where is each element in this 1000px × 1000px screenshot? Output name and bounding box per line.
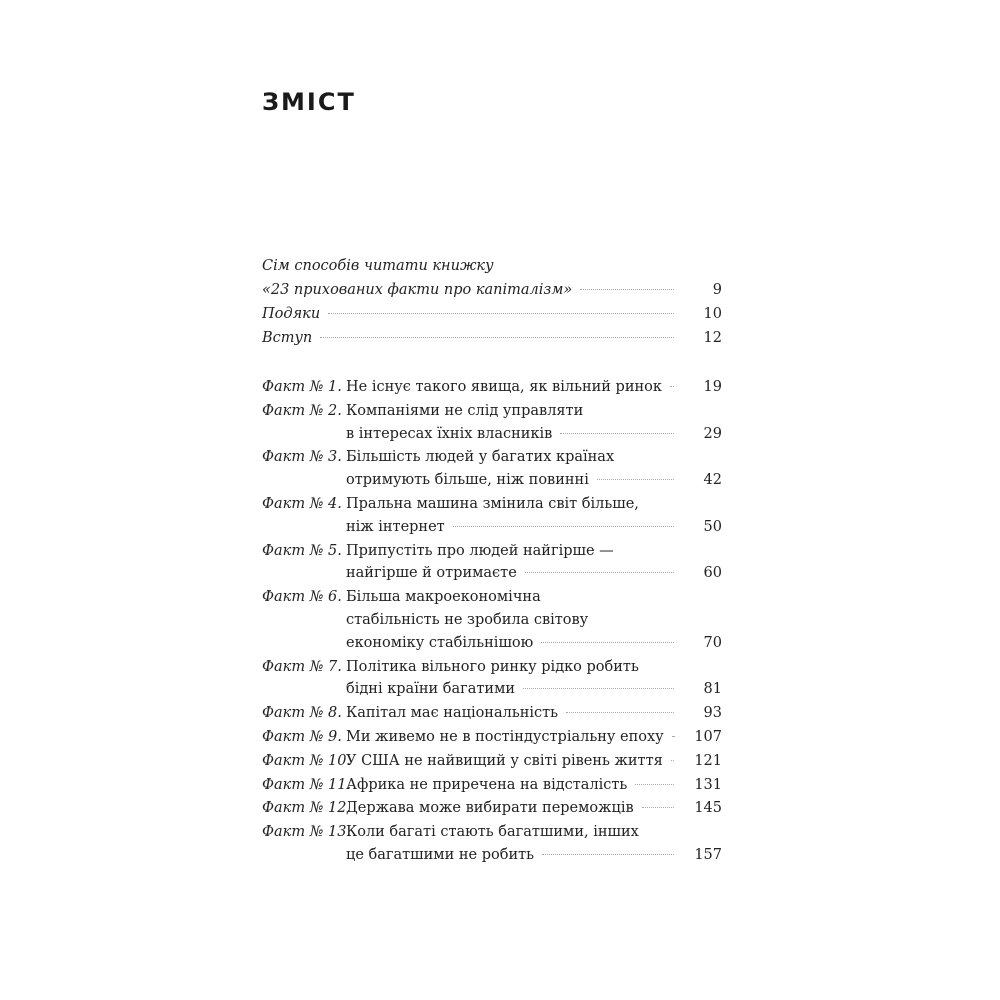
toc-entry-title: Вступ	[262, 330, 313, 346]
dot-leader	[328, 313, 674, 314]
dot-leader	[320, 337, 674, 338]
toc-fact-entry[interactable]	[262, 493, 722, 539]
fact-title-line	[346, 774, 722, 797]
toc-fact-entry[interactable]	[262, 774, 722, 797]
toc-fact-entry[interactable]	[262, 540, 722, 586]
fact-title: Коли багаті стають багатшими, інших	[346, 824, 639, 841]
fact-title: Більша макроекономічна	[346, 589, 541, 606]
page-number: 10	[703, 306, 722, 322]
toc-fact-entry[interactable]	[262, 400, 722, 446]
fact-title: Ми живемо не в постіндустріальну епоху	[346, 728, 664, 745]
page-title: ЗМІСТ	[262, 88, 356, 116]
toc-fact-entry[interactable]	[262, 586, 722, 654]
fact-title-line	[346, 702, 722, 725]
fact-title: Пральна машина змінила світ більше,	[346, 495, 639, 512]
fact-title-line	[346, 540, 722, 563]
fact-title-line	[346, 844, 722, 867]
fact-title: Припустіть про людей найгірше —	[346, 542, 614, 559]
fact-title-line	[346, 726, 722, 749]
fact-title-line	[346, 446, 722, 469]
dot-leader	[671, 760, 674, 761]
fact-title: в інтересах їхніх власників	[346, 425, 553, 442]
dot-leader	[672, 736, 674, 737]
toc-fact-entry[interactable]	[262, 797, 722, 820]
fact-number-label: Факт № 3.	[262, 449, 342, 466]
fact-body	[346, 400, 722, 446]
fact-title: отримують більше, ніж повинні	[346, 472, 589, 489]
toc-fact-entry[interactable]	[262, 821, 722, 867]
fact-number-label: Факт № 2.	[262, 402, 342, 419]
fact-body	[346, 726, 722, 749]
fact-title-line	[346, 493, 722, 516]
fact-number-label: Факт № 8.	[262, 705, 342, 722]
fact-title: бідні країни багатими	[346, 681, 516, 698]
fact-title: Компаніями не слід управляти	[346, 402, 584, 419]
toc-entry-line	[262, 278, 722, 302]
fact-title-line	[346, 423, 722, 446]
page-number: 121	[694, 752, 722, 769]
dot-leader	[542, 854, 674, 855]
fact-body	[346, 797, 722, 820]
dot-leader	[635, 784, 674, 785]
fact-body	[346, 702, 722, 725]
dot-leader	[541, 642, 674, 643]
fact-body	[346, 774, 722, 797]
fact-title: стабільність не зробила світову	[346, 611, 589, 628]
fact-title-line	[346, 609, 722, 632]
dot-leader	[560, 433, 674, 434]
section-gap	[262, 350, 722, 376]
fact-title-line	[346, 656, 722, 679]
fact-number-label: Факт № 10.	[262, 752, 352, 769]
fact-title: У США не найвищий у світі рівень життя	[346, 752, 663, 769]
fact-title: Капітал має національність	[346, 705, 559, 722]
page-number: 42	[703, 472, 722, 489]
fact-title: Більшість людей у багатих країнах	[346, 449, 615, 466]
table-of-contents	[262, 254, 722, 868]
toc-entry-line	[262, 302, 722, 326]
fact-body	[346, 446, 722, 492]
toc-fact-entry[interactable]	[262, 376, 722, 399]
page-number: 19	[703, 379, 722, 395]
page-number: 12	[703, 330, 722, 346]
fact-number-label: Факт № 4.	[262, 495, 342, 512]
fact-title-line	[346, 376, 722, 399]
facts-list	[262, 376, 722, 867]
dot-leader	[580, 289, 674, 290]
page-number: 29	[703, 425, 722, 442]
fact-title: це багатшими не робить	[346, 846, 535, 863]
toc-entry-line	[262, 326, 722, 350]
toc-entry-title: «23 прихованих факти про капіталізм»	[262, 282, 573, 298]
fact-number-label: Факт № 1.	[262, 379, 342, 395]
fact-title-line	[346, 750, 722, 773]
fact-number-label: Факт № 9.	[262, 728, 342, 745]
fact-title-line	[346, 516, 722, 539]
page-number: 107	[694, 728, 722, 745]
dot-leader	[523, 688, 674, 689]
toc-entry[interactable]	[262, 254, 722, 302]
fact-title-line	[346, 562, 722, 585]
dot-leader	[670, 386, 674, 387]
toc-fact-entry[interactable]	[262, 750, 722, 773]
fact-title: Держава може вибирати переможців	[346, 800, 634, 817]
fact-body	[346, 586, 722, 654]
fact-title: Африка не приречена на відсталість	[346, 776, 628, 793]
toc-fact-entry[interactable]	[262, 656, 722, 702]
fact-title: Політика вільного ринку рідко робить	[346, 658, 639, 675]
fact-number-label: Факт № 13.	[262, 824, 352, 841]
toc-entry[interactable]	[262, 326, 722, 350]
page-number: 131	[694, 776, 722, 793]
toc-entry-title: Подяки	[262, 306, 321, 322]
fact-title-line	[346, 586, 722, 609]
page-number: 81	[703, 681, 722, 698]
fact-body	[346, 376, 722, 399]
toc-fact-entry[interactable]	[262, 726, 722, 749]
fact-number-label: Факт № 6.	[262, 589, 342, 606]
fact-number-label: Факт № 5.	[262, 542, 342, 559]
dot-leader	[453, 526, 674, 527]
page-number: 9	[712, 282, 722, 298]
page-number: 60	[703, 565, 722, 582]
page-number: 50	[703, 518, 722, 535]
toc-fact-entry[interactable]	[262, 446, 722, 492]
dot-leader	[525, 572, 674, 573]
toc-fact-entry[interactable]	[262, 702, 722, 725]
fact-number-label: Факт № 7.	[262, 658, 342, 675]
fact-body	[346, 493, 722, 539]
fact-body	[346, 540, 722, 586]
fact-title: Не існує такого явища, як вільний ринок	[346, 379, 662, 395]
fact-title: економіку стабільнішою	[346, 634, 534, 651]
fact-body	[346, 821, 722, 867]
dot-leader	[642, 807, 674, 808]
page-number: 93	[703, 705, 722, 722]
fact-title-line	[346, 632, 722, 655]
fact-title-line	[346, 469, 722, 492]
page-number: 157	[694, 846, 722, 863]
fact-title-line	[346, 400, 722, 423]
fact-body	[346, 750, 722, 773]
toc-entry-line	[262, 254, 722, 278]
toc-entry-title: Сім способів читати книжку	[262, 258, 494, 274]
fact-number-label: Факт № 12.	[262, 800, 352, 817]
fact-number-label: Факт № 11.	[262, 776, 352, 793]
front-matter-list	[262, 254, 722, 350]
page-number: 70	[703, 634, 722, 651]
fact-title-line	[346, 821, 722, 844]
dot-leader	[566, 712, 674, 713]
page-number: 145	[694, 800, 722, 817]
fact-title: найгірше й отримаєте	[346, 565, 517, 582]
fact-body	[346, 656, 722, 702]
dot-leader	[597, 479, 674, 480]
fact-title-line	[346, 678, 722, 701]
toc-entry[interactable]	[262, 302, 722, 326]
fact-title-line	[346, 797, 722, 820]
fact-title: ніж інтернет	[346, 518, 445, 535]
